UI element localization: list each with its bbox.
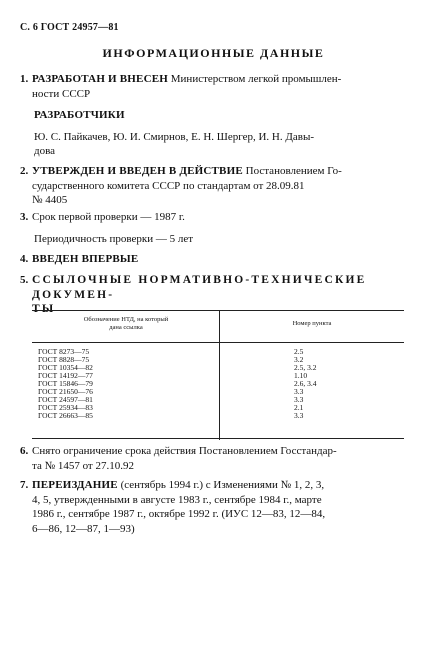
developers-line2: дова — [34, 145, 56, 157]
table-cell-item: 3.3 — [294, 411, 304, 420]
section-5-line2: ТЫ — [32, 303, 56, 315]
section-2-line1 — [32, 164, 404, 179]
table-cell-document: ГОСТ 26663—85 — [38, 411, 93, 420]
section-3-period: Периодичность проверки — 5 лет — [34, 233, 194, 245]
table-cell-document: ГОСТ 10354—82 — [38, 363, 93, 372]
section-2-text: Постановлением Го- — [245, 165, 342, 177]
section-7-lead: ПЕРЕИЗДАНИЕ — [32, 479, 118, 491]
section-7-line1 — [32, 478, 404, 493]
table-cell-document: ГОСТ 15846—79 — [38, 379, 93, 388]
developers-heading: РАЗРАБОТЧИКИ — [34, 109, 125, 121]
table-cell-document: ГОСТ 21650—76 — [38, 387, 93, 396]
section-6-line2: та № 1457 от 27.10.92 — [32, 459, 134, 472]
table-header-document — [36, 316, 216, 332]
table-cell-item: 2.5 — [294, 347, 304, 356]
section-1-text: Министерством легкой промышлен- — [170, 73, 342, 85]
section-3 — [20, 210, 404, 225]
table-cell-item: 2.1 — [294, 403, 304, 412]
section-number: 3. — [20, 211, 29, 223]
table-cell-item: 3.2 — [294, 355, 304, 364]
section-number: 5. — [20, 274, 29, 286]
table-header-document-line1: Обозначение НТД, на который — [83, 316, 169, 323]
table-cell-document: ГОСТ 8273—75 — [38, 347, 90, 356]
section-number: 4. — [20, 253, 29, 265]
section-3-text: Срок первой проверки — 1987 г. — [32, 211, 185, 223]
table-cell-item: 3.3 — [294, 395, 304, 404]
references-table — [32, 310, 404, 440]
table-cell-item: 3.3 — [294, 387, 304, 396]
section-4 — [20, 252, 404, 267]
section-1 — [20, 72, 404, 101]
table-top-rule — [32, 310, 404, 311]
page-title: ИНФОРМАЦИОННЫЕ ДАННЫЕ — [102, 46, 325, 60]
table-cell-document: ГОСТ 25934—83 — [38, 403, 93, 412]
table-header-document-line2: дана ссылка — [109, 324, 143, 331]
table-cell-item: 1.10 — [294, 371, 308, 380]
section-7-line2: 4, 5, утвержденными в августе 1983 г., сентябре 1984 г., марте — [32, 493, 322, 506]
section-6 — [20, 444, 404, 473]
section-number: 7. — [20, 479, 29, 491]
table-cell-item: 2.5, 3.2 — [294, 363, 317, 372]
table-header-item: Номер пункта — [292, 320, 332, 327]
section-2-lead: УТВЕРЖДЕН И ВВЕДЕН В ДЕЙСТВИЕ — [32, 165, 243, 177]
section-6-line1: Снято ограничение срока действия Постановлением Госстандар- — [32, 445, 337, 457]
section-2 — [20, 164, 404, 208]
table-cell-document: ГОСТ 14192—77 — [38, 371, 93, 380]
section-1-line2: ности СССР — [32, 87, 91, 100]
table-bottom-rule — [32, 438, 404, 439]
table-header-rule — [32, 342, 404, 343]
section-7-line3: 1986 г., сентябре 1987 г., октябре 1992 г. (ИУС 12—83, 12—84, — [32, 508, 326, 520]
page-header: С. 6 ГОСТ 24957—81 — [20, 22, 119, 33]
section-number: 6. — [20, 445, 29, 457]
table-cell-document: ГОСТ 24597—81 — [38, 395, 93, 404]
section-2-line3: № 4405 — [32, 194, 68, 206]
section-1-lead: РАЗРАБОТАН И ВНЕСЕН — [32, 73, 169, 85]
section-number: 2. — [20, 165, 29, 177]
table-cell-document: ГОСТ 8828—75 — [38, 355, 90, 364]
table-cell-item: 2.6, 3.4 — [294, 379, 317, 388]
section-2-line2: сударственного комитета СССР по стандартам от 28.09.81 — [32, 179, 305, 192]
table-body — [32, 348, 404, 420]
section-1-line1 — [32, 72, 404, 87]
section-number: 1. — [20, 73, 29, 85]
section-5-line1: ССЫЛОЧНЫЕ НОРМАТИВНО-ТЕХНИЧЕСКИЕ ДОКУМЕН- — [32, 274, 367, 301]
section-7 — [20, 478, 404, 536]
section-4-text: ВВЕДЕН ВПЕРВЫЕ — [32, 253, 139, 265]
section-7-line4: 6—86, 12—87, 1—93) — [32, 522, 135, 535]
section-7-text: (сентябрь 1994 г.) с Изменениями № 1, 2, 3, — [120, 479, 325, 491]
table-row — [32, 412, 404, 420]
developers-line1: Ю. С. Пайкачев, Ю. И. Смирнов, Е. Н. Шергер, И. Н. Давы- — [34, 131, 315, 143]
